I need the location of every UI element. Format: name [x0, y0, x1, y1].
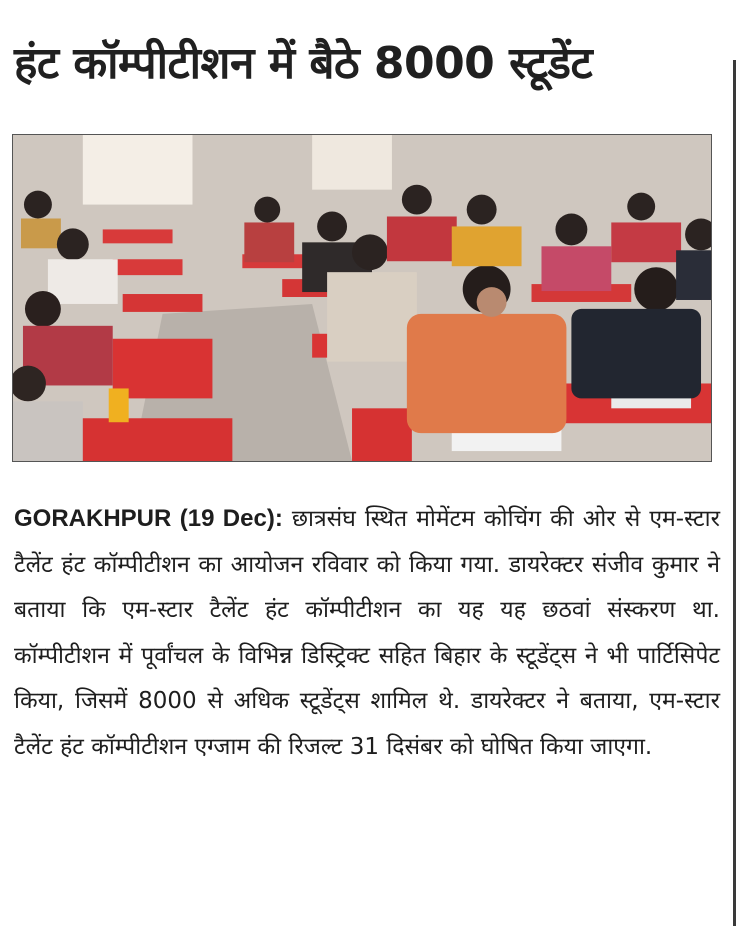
student-head: [402, 185, 432, 215]
student-body: [541, 246, 611, 291]
water-bottle: [109, 388, 129, 422]
exam-hall-illustration: [13, 135, 711, 461]
student-head: [555, 214, 587, 246]
student-body: [611, 222, 681, 262]
headline: हंट कॉम्पीटीशन में बैठे 8000 स्टूडेंट: [14, 38, 593, 89]
student-head: [634, 267, 678, 311]
student-body: [13, 401, 83, 461]
column-rule: [733, 60, 736, 926]
student-head: [24, 191, 52, 219]
student-head: [627, 193, 655, 221]
article-text: छात्रसंघ स्थित मोमेंटम कोचिंग की ओर से एम-स्टार टैलेंट हंट कॉम्पीटीशन का आयोजन रविवार को किया गया. डायरेक्टर संजीव कुमार ने बताया कि एम-स्टार टैलेंट हंट कॉम्पीटीशन का यह यह छठवां संस्करण था. कॉम्पीटीशन में पूर्वांचल के विभिन्न डिस्ट्रिक्ट सहित बिहार के स्टूडेंट्स ने भी पार्टिसिपेट किया, जिसमें 8000 से अधिक स्टूडेंट्स शामिल थे. डायरेक्टर ने बताया, एम-स्टार टैलेंट हंट कॉम्पीटीशन एग्जाम की रिजल्ट 31 दिसंबर को घोषित किया जाएगा.: [14, 506, 721, 760]
desk: [123, 294, 203, 312]
student-body: [48, 259, 118, 304]
student-head: [317, 212, 347, 242]
student-face: [477, 287, 507, 317]
student-body: [452, 226, 522, 266]
student-head: [254, 197, 280, 223]
student-body: [407, 314, 567, 433]
student-body: [21, 218, 61, 248]
window-left: [83, 135, 193, 205]
student-body: [327, 272, 417, 361]
article-body: [14, 496, 720, 770]
dateline: GORAKHPUR (19 Dec):: [14, 505, 283, 532]
desk: [73, 418, 233, 461]
student-body: [387, 217, 457, 262]
student-head: [352, 234, 388, 270]
student-head: [467, 195, 497, 225]
desk: [103, 229, 173, 243]
bench: [352, 408, 412, 461]
student-head: [57, 228, 89, 260]
desk: [113, 259, 183, 275]
student-body: [244, 222, 294, 262]
student-body: [571, 309, 701, 398]
window-right: [312, 135, 392, 190]
student-head: [25, 291, 61, 327]
student-body: [676, 250, 711, 300]
exam-hall-photo: [12, 134, 712, 462]
